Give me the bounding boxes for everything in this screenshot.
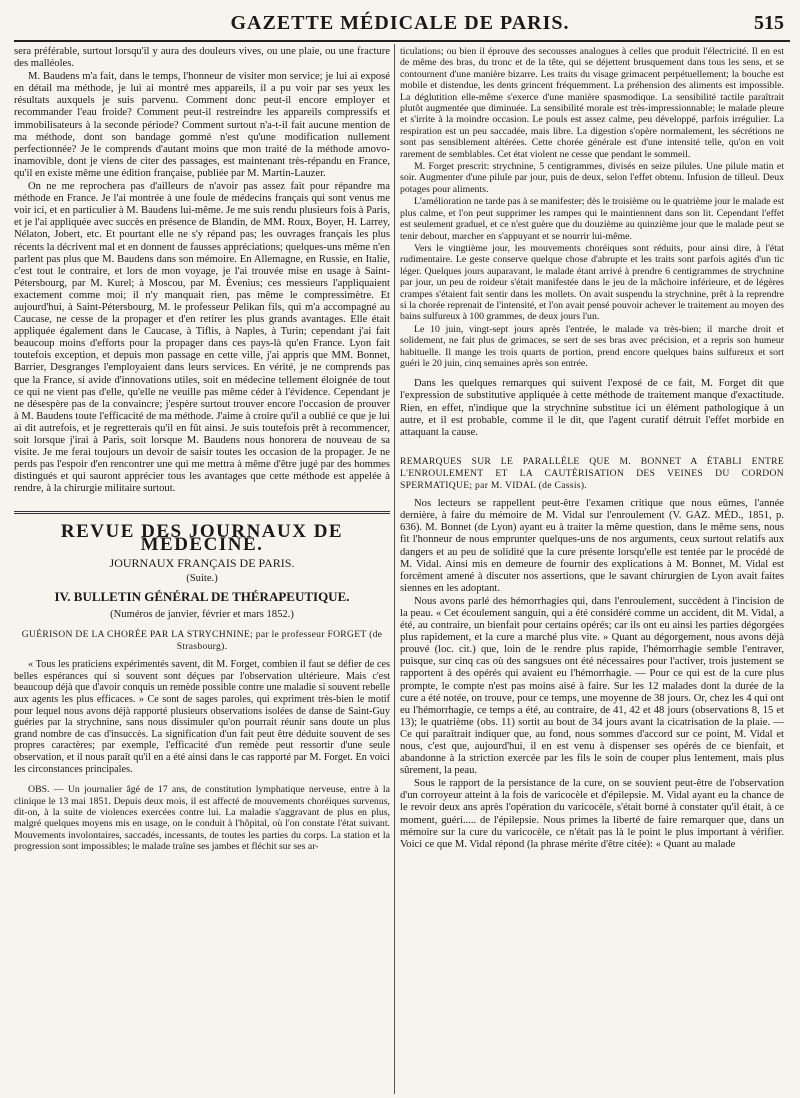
paragraph: sera préférable, surtout lorsqu'il y aura des douleurs vives, ou une plaie, ou une fracture des malléoles.: [14, 46, 390, 70]
journal-title: GAZETTE MÉDICALE DE PARIS.: [230, 12, 570, 34]
page-header: [0, 0, 800, 36]
paragraph: ticulations; ou bien il éprouve des secousses analogues à celles que produit l'électricité. Il en est de même des bras, du tronc et de la tête, qui se déjettent brusquement dans tous les sens, et se contournent d'une manière bizarre. Les traits du visage grimacent perpétuellement; la bouche est mobile et distendue, les dents grincent fréquemment. La préhension des aliments est impossible. La déglutition elle-même s'exerce d'une manière spasmodique. La sensibilité tactile paraîtrait plutôt augmentée que diminuée. La sensibilité morale est très-impressionnable; le malade pleure et s'irrite à la moindre occasion. Le pouls est assez calme, peu développé, parfois irrégulier. La respiration est un peu saccadée, mais libre. La digestion s'opère normalement, les sécrétions ne sont pas sensiblement altérées. Cette chorée générale est d'une intensité telle, qu'on en voit rarement de semblables. Cet état violent ne cesse que pendant le sommeil.: [400, 46, 784, 160]
header-rule: [14, 40, 790, 42]
paragraph: Sous le rapport de la persistance de la cure, on se souvient peut-être de l'observation d'un corroyeur atteint à la fois de varicocèle et d'épilepsie. M. Vidal ayant eu la chance de le revoir deux ans après l'opération du varicocèle, s'était borné à constater qu'il était, à ce moment, guéri..... de l'épilepsie. Nous primes la liberté de faire remarquer que, dans un mémoire sur la cure du varicocèle, ce n'était pas là le point le plus important à vérifier. Voici ce que M. Vidal répond (la phrase mérite d'être citée): « Quant au malade: [400, 778, 784, 850]
paragraph: On ne me reprochera pas d'ailleurs de n'avoir pas assez fait pour répandre ma méthode en France. Je l'ai montrée à une foule de médecins français qui sont venus me voir ici, et en particulier à M. Baudens lui-même. Je me suis rendu plusieurs fois à Paris, et je l'ai appliquée avec succès en présence de Blandin, de MM. Roux, Boyer, H. Larrey, Nélaton, Jobert, etc. Et pourtant elle ne s'y répand pas; les ouvrages français les plus récents la décrivent mal et en donnent de fausses appréciations; quelques-uns même n'en parlent pas plus que M. Baudens dans son mémoire. En Allemagne, en Russie, en Italie, c'est tout le contraire, et lors de mon voyage, je l'ai trouvée mise en usage à Saint-Pétersbourg, par M. Kurel; à Moscou, par M. Évenius; ces messieurs l'appliquaient exactement comme moi; il n'y manquait rien, pas même le compressimètre. Et aujourd'hui, à Saint-Pétersbourg, M. le professeur Pelikan fils, qui m'a accompagné au Caucase, ne cesse de la propager et d'en retirer les plus grands avantages. Elle était appliquée également dans le Caucase, à Tiflis, à Naples, à Turin; cependant j'ai fait beaucoup moins d'efforts pour la propager dans ces pays-là qu'en France. Lyon fait toutefois exception, et depuis mon passage en cette ville, j'ai appris que MM. Bonnet, Barrier, Desgranges l'employaient dans leurs services. En vérité, je ne comprends pas que la France, si avide d'innovations utiles, soit en médecine tellement éloignée de tout ce qui ne vient pas d'elle, qu'elle ne veuille pas même céder à l'évidence. Cependant je ne désespère pas de la convaincre; j'espère surtout trouver encore l'occasion de prouver à M. Baudens toute l'efficacité de ma méthode. J'aime à croire qu'il a oublié ce que je lui ai dit autrefois, et je regretterais qu'il en fût ainsi. Je suis toutefois prêt à recommencer, soit lorsque j'irai à Paris, soit lorsque M. Baudens nous honorera de nouveau de sa visite. Je me ferai toujours un devoir de saisir toutes les occasion de la propager. Je ne perds pas l'espoir d'en rencontrer une qui me mettra à même d'être jugé par des hommes distingués et qui sauront apprécier tous les avantages que cette méthode est appelée à rendre, à la chirurgie militaire surtout.: [14, 181, 390, 495]
paragraph: Dans les quelques remarques qui suivent l'exposé de ce fait, M. Forget dit que l'expression de substitutive appliquée à cette méthode de traitement manque d'exactitude. Rien, en effet, n'indique que la strychnine substitue ici un élément pathologique à un autre, et il est probable, comme il le dit, que l'agent curatif détruit l'effet morbide en attaquant la cause.: [400, 378, 784, 438]
right-column: [400, 46, 784, 852]
paragraph: Nous avons parlé des hémorrhagies qui, dans l'enroulement, succèdent à l'incision de la peau. « Cet écoulement sanguin, qui a été considéré comme un accident, dit M. Vidal, a été, au contraire, un bienfait pour certains opérés; car ils ont eu ainsi les parties dégorgées plus rapidement, et la cure a marché plus vite. » Quant au dégorgement, nous avons déjà prouvé (loc. cit.) que, loin de le rendre plus rapide, l'hémorrhagie semble l'entraver, puisque, sur cinq cas où des sangsues ont été nécessaires pour l'activer, trois justement se rapportent à des opérés qui avaient eu l'hémorrhagie. — Pour ce qui est de la cure plus prompte, le compte n'est pas moins aisé à faire. Sur les 12 malades dont la durée de la cure a été notée, on trouve, pour ce temps, une moyenne de 38 jours. Or, chez les 4 qui ont eu l'hémorrhagie, ce temps a été, au contraire, de 41, 42 et 48 jours (observations 8, 15 et 13); le quatrième (obs. 11) sortit au bout de 34 jours avant la cicatrisation de la plaie. — Ce qui paraîtrait indiquer que, au fond, nous sommes d'accord sur ce point, M. Vidal et nous, c'est que, aujourd'hui, il en est venu à dispenser ses opérés de ce bienfait, et abandonne à la striction exercée par les fils le soin de couper plus lentement, mais plus sûrement, la peau.: [400, 595, 784, 777]
guerison-heading: GUÉRISON DE LA CHORÉE PAR LA STRYCHNINE; par le professeur FORGET (de Strasbourg).: [21, 629, 383, 653]
paragraph: M. Forget prescrit: strychnine, 5 centigrammes, divisés en seize pilules. Une pilule matin et soir. Augmenter d'une pilule par jour, puis de deux, selon l'effet obtenu. Infusion de tilleul. Deux potages pour aliments.: [400, 161, 784, 195]
revue-title: REVUE DES JOURNAUX DE MÉDECINE.: [60, 521, 344, 555]
quote-paragraph: « Tous les praticiens expérimentés savent, dit M. Forget, combien il faut se défier de ces belles espérances qui si souvent sont déçues par l'observation ultérieure. Mais c'est beaucoup déjà que d'avoir conquis un remède possible contre une maladie si souvent rebelle aux agents les plus efficaces. » Ce sont de sages paroles, qui expriment très-bien le motif pour lequel nous avons déjà rapporté plusieurs observations isolées de danse de Saint-Guy guéries par la strychnine, sans nous dissimuler qu'on pourrait réunir sans doute un plus grand nombre de cas d'insuccès. La signification d'un fait peut être déduite souvent de ses propres caractères; par exemple, l'efficacité d'un remède peut ressortir d'une seule observation, et il nous paraît qu'il en a été ainsi dans le cas rapporté par M. Forget. En voici les circonstances principales.: [14, 659, 390, 775]
column-divider: [394, 44, 395, 1094]
left-column: [14, 46, 390, 854]
paragraph: L'amélioration ne tarde pas à se manifester; dès le troisième ou le quatrième jour le malade est plus calme, et l'on peut supprimer les rampes qui le maintiennent dans son lit. Cependant l'effet est seulement graduel, et ce n'est guère que du douzième au quinzième jour que le malade peut se tenir debout, marcher en s'appuyant et se nourrir lui-même.: [400, 196, 784, 242]
observation-paragraph: OBS. — Un journalier âgé de 17 ans, de constitution lymphatique nerveuse, entre à la clinique le 13 mai 1851. Depuis deux mois, il est affecté de mouvements choréiques survenus, dit-on, à la suite de violences exercées contre lui. La maladie s'aggravant de plus en plus, malgré quelques moyens mis en usage, on le conduit à l'hôpital, où l'on constate l'état suivant. Mouvements involontaires, saccadés, incessants, de toutes les parties du corps. La station et la progression sont impossibles; le malade traîne ses jambes et fléchit sur ses ar-: [14, 784, 390, 853]
paragraph: M. Baudens m'a fait, dans le temps, l'honneur de visiter mon service; je lui ai exposé en détail ma méthode, je lui ai montré mes appareils, il a pu voir par ses yeux les résultats auxquels je suis parvenu. Comment donc peut-il encore employer et recommander l'eau froide? Comment peut-il restreindre les appareils compressifs et immobilisateurs à la seconde période? Comment surtout n'a-t-il fait aucune mention de ma méthode, dont son bandage gommé n'est qu'une modification nullement perfectionnée? Je le comprends d'autant moins que mon traité de la méthode amovo-inamovible, dont je viens de citer des passages, est maintenant très-répandu en France, qu'il en existe même une édition française, publiée par M. Martin-Lauzer.: [14, 71, 390, 179]
remarques-heading: REMARQUES SUR LE PARALLÈLE QUE M. BONNET A ÉTABLI ENTRE L'ENROULEMENT ET LA CAUTÉRISATION DES VEINES DU CORDON SPERMATIQUE; par M. VIDAL (de Cassis).: [400, 455, 784, 492]
paragraph: Le 10 juin, vingt-sept jours après l'entrée, le malade va très-bien; il marche droit et solidement, ne fait plus de grimaces, se sert de ses bras avec précision, et a repris son humeur habituelle. Il mange les trois quarts de portion, prend encore quelques bains sulfureux et sort guéri le 20 juin, cinq semaines après son entrée.: [400, 323, 784, 369]
numeros-label: (Numéros de janvier, février et mars 1852.): [110, 608, 294, 620]
section-separator: [14, 511, 390, 514]
journaux-subtitle: JOURNAUX FRANÇAIS DE PARIS.: [109, 555, 295, 570]
suite-label: (Suite.): [186, 572, 218, 584]
paragraph: Nos lecteurs se rappellent peut-être l'examen critique que nous eûmes, l'année dernière, à faire du mémoire de M. Vidal sur l'enroulement (V. GAZ. MÉD., 1851, p. 636). M. Bonnet (de Lyon) ayant eu à traiter la même question, dans le même sens, nous fit l'honneur de nous emprunter quelques-uns de nos arguments, ceux surtout relatifs aux dangers et au peu de solidité que la cure présente lorsqu'elle est tentée par le procédé de M. Vidal. Ainsi mis en demeure de fournir des explications à M. Bonnet, M. Vidal est forcément amené à discuter nos assertions, que le savant chirurgien de Lyon avait faites siennes en les adoptant.: [400, 498, 784, 594]
paragraph: Vers le vingtième jour, les mouvements choréiques sont réduits, pour ainsi dire, à l'état rudimentaire. Le geste conserve quelque chose d'abrupte et les traits sont parfois agités d'un tic léger. Quelques jours auparavant, le malade étant arrivé à prendre 6 centigrammes de strychnine par jour, un peu de roideur s'était manifestée dans le jeu de la mâchoire inférieure, et de légères crampes s'étaient fait sentir dans les mollets. On avait suspendu la strychnine, prêt à la reprendre si la chorée reprenait de l'intensité, et l'on avait pensé pouvoir achever le traitement au moyen des bains sulfureux à 100 grammes, de deux jours l'un.: [400, 242, 784, 323]
bulletin-heading: IV. BULLETIN GÉNÉRAL DE THÉRAPEUTIQUE.: [54, 588, 350, 604]
page-number: 515: [754, 12, 784, 34]
